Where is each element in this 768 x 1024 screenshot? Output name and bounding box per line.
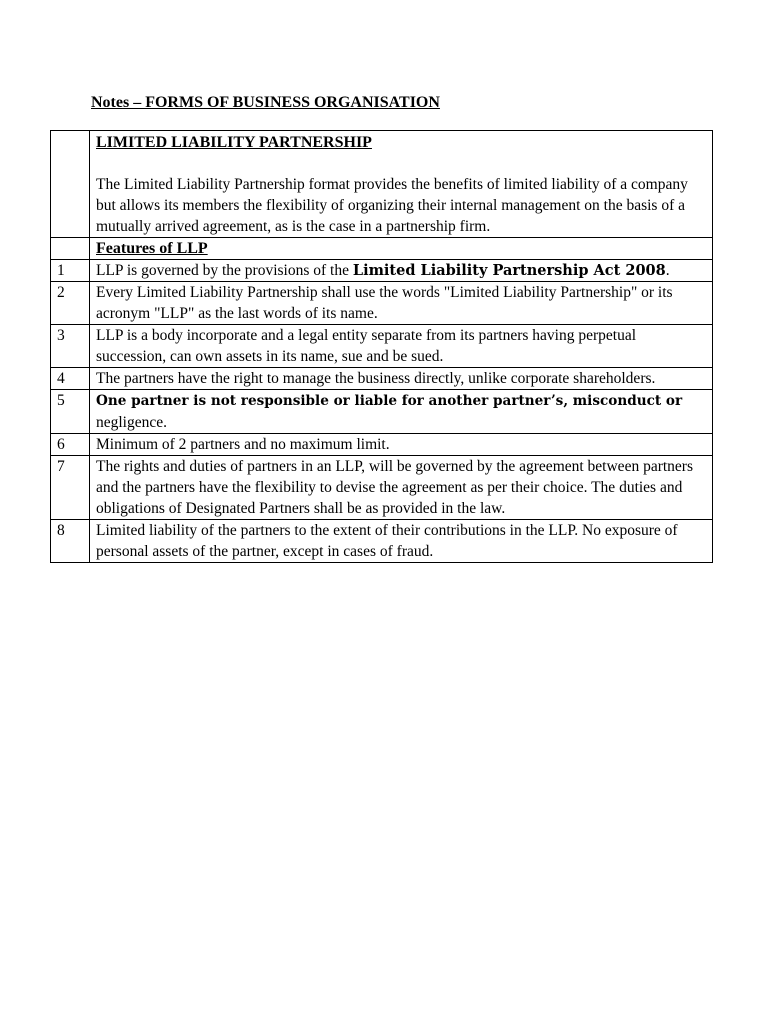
page-title: Notes – FORMS OF BUSINESS ORGANISATION — [91, 94, 440, 111]
row-text-end: . — [665, 262, 670, 279]
section-heading: LIMITED LIABILITY PARTNERSHIP — [96, 134, 372, 151]
row-number: 1 — [51, 260, 90, 282]
row-text-bold: One partner is not responsible or liable for another partner’s, misconduct or — [96, 393, 683, 409]
table-row — [51, 282, 713, 325]
row-number: 8 — [51, 520, 90, 563]
features-table — [50, 130, 713, 563]
table-row — [51, 456, 713, 520]
table-row — [51, 390, 713, 434]
row-text: The partners have the right to manage the business directly, unlike corporate shareholders. — [90, 368, 713, 390]
row-number: 6 — [51, 434, 90, 456]
row-text — [90, 260, 713, 282]
intro-paragraph: The Limited Liability Partnership format provides the benefits of limited liability of a company but allows its members the flexibility of organizing their internal management on the basis of a mutually arrived agreement, as is the case in a partnership firm. — [96, 176, 688, 235]
row-number: 3 — [51, 325, 90, 368]
features-heading-row — [51, 238, 713, 260]
table-row — [51, 434, 713, 456]
row-text-plain: LLP is governed by the provisions of the — [96, 262, 353, 279]
row-number: 7 — [51, 456, 90, 520]
row-number: 2 — [51, 282, 90, 325]
row-text: Every Limited Liability Partnership shall use the words "Limited Liability Partnership" or its acronym "LLP" as the last words of its name. — [90, 282, 713, 325]
row-text-end: negligence. — [96, 414, 168, 431]
table-row — [51, 520, 713, 563]
table-row — [51, 260, 713, 282]
row-text — [90, 390, 713, 434]
act-name: Limited Liability Partnership Act 2008 — [352, 262, 666, 279]
row-number: 4 — [51, 368, 90, 390]
table-row — [51, 325, 713, 368]
intro-cell — [90, 131, 713, 238]
features-heading-cell — [90, 238, 713, 260]
table-row — [51, 368, 713, 390]
features-heading-number-cell — [51, 238, 90, 260]
row-text: Limited liability of the partners to the extent of their contributions in the LLP. No exposure of personal assets of the partner, except in cases of fraud. — [90, 520, 713, 563]
intro-row — [51, 131, 713, 238]
intro-number-cell — [51, 131, 90, 238]
row-number: 5 — [51, 390, 90, 434]
row-text: The rights and duties of partners in an LLP, will be governed by the agreement between partners and the partners have the flexibility to devise the agreement as per their choice. The duties and obligations of Designated Partners shall be as provided in the law. — [90, 456, 713, 520]
row-text: LLP is a body incorporate and a legal entity separate from its partners having perpetual succession, can own assets in its name, sue and be sued. — [90, 325, 713, 368]
row-text: Minimum of 2 partners and no maximum limit. — [90, 434, 713, 456]
features-heading: Features of LLP — [96, 240, 208, 257]
